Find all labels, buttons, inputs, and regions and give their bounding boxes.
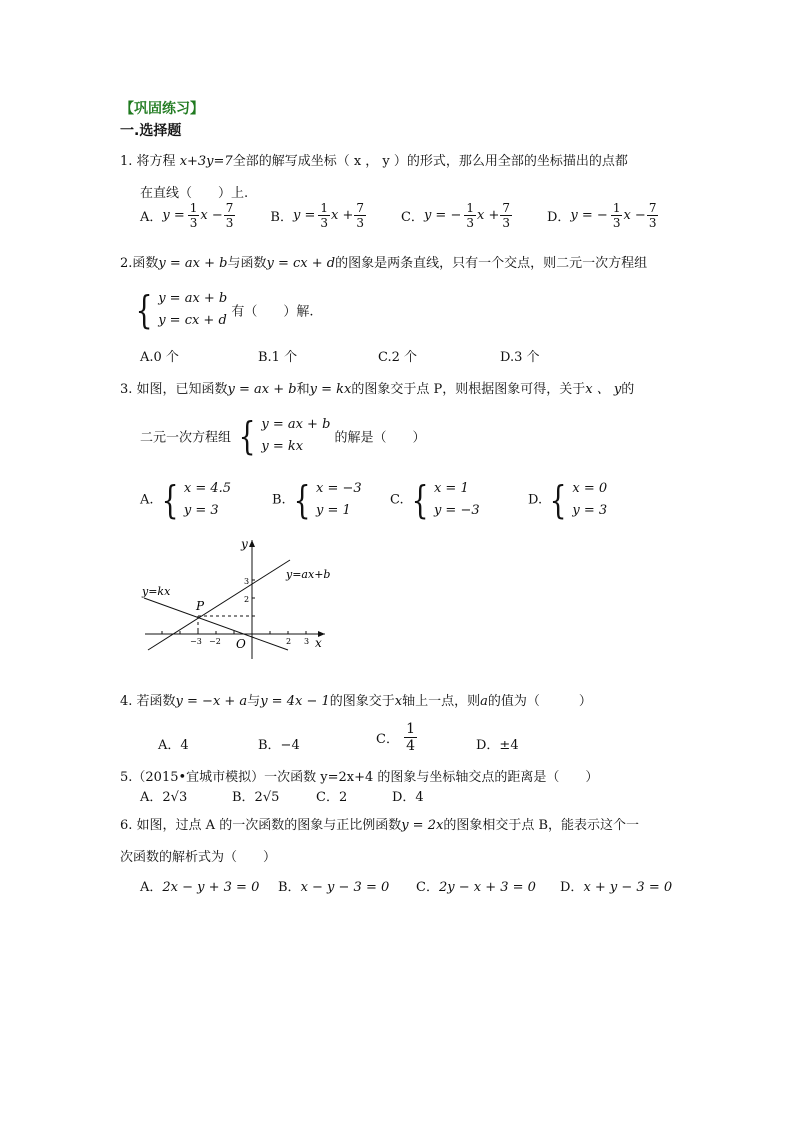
q6-option-a-expr: 2x − y + 3 = 0 xyxy=(162,880,260,895)
q2-system-line xyxy=(132,288,314,332)
q2-mid: 与函数 xyxy=(227,256,267,271)
q1-option-pre: y = − xyxy=(570,208,608,223)
q1-option-den1: 3 xyxy=(320,216,328,230)
y-axis-label: y xyxy=(241,537,248,551)
q3-graph xyxy=(140,534,340,664)
question-3 xyxy=(120,378,634,397)
q3-option-d xyxy=(528,478,607,522)
question-1 xyxy=(120,150,628,169)
q3-option-a xyxy=(140,478,231,522)
q1-option-num1: 1 xyxy=(320,201,328,215)
question-2 xyxy=(120,252,647,271)
q1-option-mid: x − xyxy=(623,208,646,223)
tick-xm3-label: −3 xyxy=(190,637,202,646)
q1-option-pre: y = xyxy=(292,208,316,223)
q6-option-a xyxy=(140,876,259,895)
q3-sys-row2: y = kx xyxy=(261,439,304,454)
q1-option-frac1 xyxy=(188,202,200,229)
q1-option-num2: 7 xyxy=(356,201,364,215)
q3-option-a-row2: y = 3 xyxy=(183,503,219,518)
q3-option-c-label: C. xyxy=(390,492,404,508)
q2-brace: { xyxy=(135,288,153,332)
q4-option-d: D．±4 xyxy=(476,738,519,753)
q6-lead: 6. 如图，过点 A 的一次函数的图象与正比例函数 xyxy=(120,818,402,833)
y-axis-arrow xyxy=(249,540,255,547)
q3-option-d-label: D. xyxy=(528,492,543,508)
q1-option-frac2 xyxy=(500,202,512,229)
q6-tail: 的图象相交于点 B，能表示这个一 xyxy=(443,818,639,833)
q1-option-b xyxy=(270,202,367,229)
q4-option-b: B．−4 xyxy=(258,738,300,753)
q4-option-c-num: 1 xyxy=(406,721,416,737)
q4-option-c-label: C． xyxy=(376,732,399,747)
q1-option-num2: 7 xyxy=(225,201,234,215)
q1-option-label: C． xyxy=(400,210,424,225)
q2-f2: y = cx + d xyxy=(266,256,336,271)
q4-tail: 的图象交于 xyxy=(329,694,395,709)
q3-system xyxy=(235,414,330,458)
origin-label: O xyxy=(236,637,246,651)
q3-sys-row1: y = ax + b xyxy=(261,417,331,432)
q1-options-row xyxy=(140,201,659,230)
q3-line2 xyxy=(140,414,426,458)
q2-option-a: A.0 个 xyxy=(140,350,179,365)
q1-option-frac1 xyxy=(611,202,623,229)
q4-tail3: 的值为（ ） xyxy=(487,694,592,709)
q4-tail2: 轴上一点，则 xyxy=(402,694,481,709)
q3-option-b xyxy=(272,478,362,522)
q2-after-sys: 有（ ）解. xyxy=(231,304,314,320)
question-6 xyxy=(120,814,639,833)
q1-option-frac1 xyxy=(464,202,476,229)
q5-option-a: A．2√3 xyxy=(140,790,188,805)
q6-f: y = 2x xyxy=(401,818,444,833)
q3-option-b-row2: y = 1 xyxy=(316,503,351,518)
q3-option-d-row2: y = 3 xyxy=(572,503,608,518)
q4-option-c xyxy=(376,722,418,753)
q2-tail: 的图象是两条直线，只有一个交点，则二元一次方程组 xyxy=(335,256,648,271)
q4-f2: y = 4x − 1 xyxy=(260,694,330,709)
tick-x2-label: 2 xyxy=(286,637,292,646)
x-axis-label: x xyxy=(315,636,322,650)
q3-option-a-label: A. xyxy=(140,492,154,508)
q6-option-d-label: D． xyxy=(560,880,584,895)
q1-option-den2: 3 xyxy=(225,216,234,230)
q4-lead: 4. 若函数 xyxy=(120,694,176,709)
q4-option-c-den: 4 xyxy=(406,738,416,754)
line1-label: y=ax+b xyxy=(286,568,331,581)
q5-option-b: B．2√5 xyxy=(232,790,280,805)
q2-sys-row2: y = cx + d xyxy=(158,313,227,328)
q4-f1: y = −x + a xyxy=(175,694,248,709)
tick-xm2-label: −2 xyxy=(209,637,221,646)
q1-option-mid: x − xyxy=(200,208,223,223)
q2-option-d: D.3 个 xyxy=(500,350,540,365)
tick-x3-label: 3 xyxy=(304,637,310,646)
q1-option-num2: 7 xyxy=(648,201,657,215)
q2-system xyxy=(132,288,227,332)
q3-option-d-brace: { xyxy=(549,478,567,522)
q1-option-den2: 3 xyxy=(648,216,657,230)
q4-mid: 与 xyxy=(247,694,261,709)
q1-option-label: A． xyxy=(140,210,163,225)
question-5: 5.（2015•宜城市模拟）一次函数 y=2x+4 的图象与坐标轴交点的距离是（ ） xyxy=(120,770,599,785)
q2-lead: 2.函数 xyxy=(120,256,159,271)
q3-option-c xyxy=(390,478,480,522)
q1-option-den1: 3 xyxy=(466,216,474,230)
q3-line2-pre: 二元一次方程组 xyxy=(140,430,232,446)
q3-mid: 和 xyxy=(296,382,310,397)
q3-line2-post: 的解是（ ） xyxy=(334,430,426,446)
q1-line2: 在直线（ ）上. xyxy=(140,186,249,201)
q3-option-b-brace: { xyxy=(293,478,311,522)
q1-option-den2: 3 xyxy=(502,216,510,230)
q1-option-mid: x + xyxy=(476,208,500,223)
q1-option-pre: y = − xyxy=(423,208,462,223)
q3-tail: 的图象交于点 P，则根据图象可得，关于 xyxy=(351,382,586,397)
q1-option-den1: 3 xyxy=(189,216,198,230)
subsection-title: 一.选择题 xyxy=(120,123,182,139)
q3-option-c-row1: x = 1 xyxy=(433,481,469,496)
q1-option-num2: 7 xyxy=(502,201,510,215)
q6-option-a-label: A． xyxy=(140,880,163,895)
q1-option-a xyxy=(140,202,236,229)
q3-option-b-label: B. xyxy=(272,492,286,508)
q1-lead: 1. 将方程 xyxy=(120,154,176,169)
q6-option-b-label: B． xyxy=(278,880,301,895)
q3-option-a-row1: x = 4.5 xyxy=(183,481,232,496)
q3-brace: { xyxy=(238,414,256,458)
q5-option-c: C．2 xyxy=(316,790,348,805)
q3-option-c-row2: y = −3 xyxy=(433,503,480,518)
q1-option-label: B． xyxy=(270,210,293,225)
q2-option-b: B.1 个 xyxy=(258,350,298,365)
q1-option-num1: 1 xyxy=(612,201,621,215)
q1-option-frac2 xyxy=(647,202,659,229)
q2-option-c: C.2 个 xyxy=(378,350,418,365)
tick-y3-label: 3 xyxy=(244,577,250,586)
q1-option-frac2 xyxy=(224,202,236,229)
q3-f1: y = ax + b xyxy=(227,382,297,397)
q3-option-c-brace: { xyxy=(411,478,429,522)
q4-xvar: x xyxy=(394,694,403,709)
q3-vars: x 、 y xyxy=(585,382,622,397)
q6-option-b xyxy=(278,876,389,895)
q3-tail2: 的 xyxy=(621,382,635,397)
q1-option-frac1 xyxy=(318,202,330,229)
q1-equation: x+3y=7 xyxy=(179,154,233,169)
line2-label: y=kx xyxy=(142,585,171,598)
section-title: 【巩固练习】 xyxy=(120,101,204,117)
q1-option-c xyxy=(401,202,513,229)
question-4 xyxy=(120,690,592,709)
q4-option-c-fraction xyxy=(404,722,417,753)
q3-lead: 3. 如图，已知函数 xyxy=(120,382,228,397)
q1-option-label: D． xyxy=(546,210,571,225)
q1-option-mid: x + xyxy=(330,208,354,223)
q1-option-den2: 3 xyxy=(356,216,364,230)
q1-options xyxy=(140,202,659,229)
q2-sys-row1: y = ax + b xyxy=(158,291,228,306)
q2-f1: y = ax + b xyxy=(158,256,228,271)
q1-option-frac2 xyxy=(354,202,366,229)
q6-line2: 次函数的解析式为（ ） xyxy=(120,850,277,865)
q1-option-d xyxy=(547,202,659,229)
q6-option-b-expr: x − y − 3 = 0 xyxy=(300,880,390,895)
q1-option-num1: 1 xyxy=(466,201,474,215)
q3-option-d-row1: x = 0 xyxy=(572,481,608,496)
tick-y2-label: 2 xyxy=(244,595,250,604)
q3-option-a-brace: { xyxy=(161,478,179,522)
q3-f2: y = kx xyxy=(309,382,352,397)
point-p-label: P xyxy=(196,599,205,613)
q4-avar: a xyxy=(480,694,488,709)
q1-option-pre: y = xyxy=(162,208,185,223)
q1-option-den1: 3 xyxy=(612,216,621,230)
q1-tail: 全部的解写成坐标（ x ， y ）的形式，那么用全部的坐标描出的点都 xyxy=(232,154,628,169)
q5-option-d: D．4 xyxy=(392,790,424,805)
q1-option-num1: 1 xyxy=(189,201,198,215)
q6-option-c-expr: 2y − x + 3 = 0 xyxy=(438,880,536,895)
q6-option-d-expr: x + y − 3 = 0 xyxy=(583,880,673,895)
q4-option-a: A．4 xyxy=(158,738,189,753)
q3-option-b-row1: x = −3 xyxy=(316,481,362,496)
q6-option-c xyxy=(416,876,536,895)
q6-option-c-label: C． xyxy=(416,880,439,895)
q6-option-d xyxy=(560,876,672,895)
